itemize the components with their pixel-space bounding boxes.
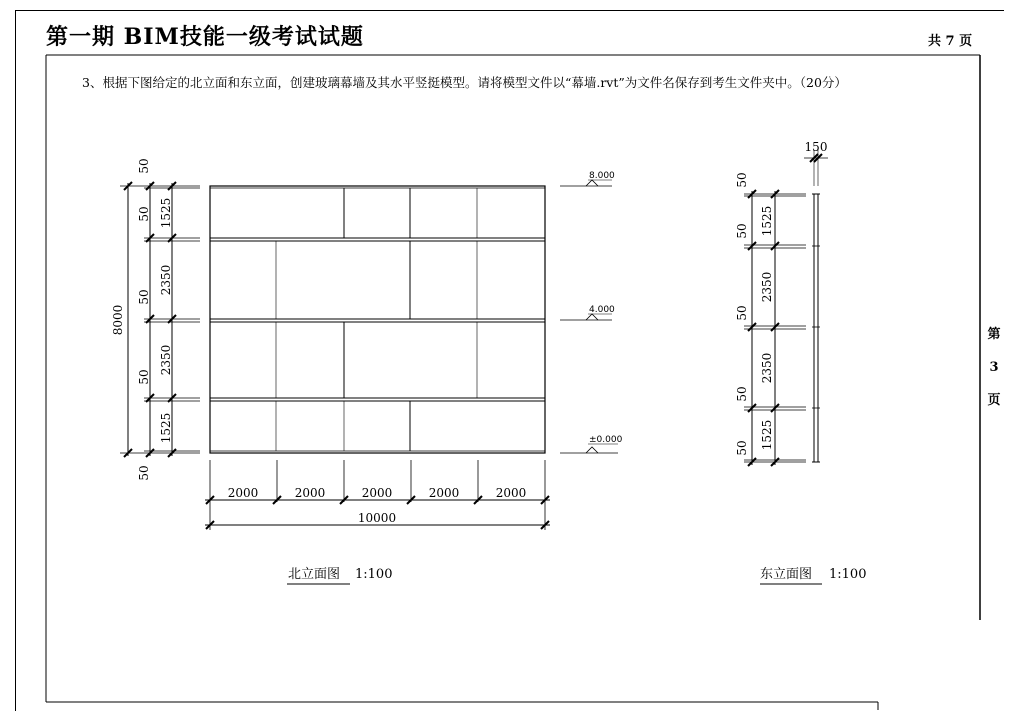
east-elevation-scale: 1:100	[829, 567, 867, 582]
level-triangle	[586, 447, 598, 453]
dim-label: 50	[735, 172, 749, 188]
level-label: 4.000	[589, 305, 615, 315]
dim-label: 2000	[227, 486, 259, 500]
side-page-char: 页	[987, 393, 1001, 408]
dim-label: 50	[735, 386, 749, 402]
dim-label: 2350	[760, 352, 774, 384]
dim-label: 1525	[760, 419, 774, 451]
side-page-char: 第	[987, 327, 1001, 342]
dim-label: 50	[137, 206, 151, 222]
level-label: ±0.000	[589, 435, 623, 445]
north-elevation-scale: 1:100	[355, 567, 393, 582]
level-label: 8.000	[589, 171, 615, 181]
dim-total-width: 10000	[357, 511, 397, 525]
dim-label: 2350	[159, 344, 173, 376]
east-elevation	[744, 150, 828, 584]
dim-label: 50	[735, 440, 749, 456]
dim-total-height: 8000	[111, 304, 125, 336]
east-elevation-caption: 东立面图	[760, 567, 813, 582]
dim-label: 2350	[159, 264, 173, 296]
dim-label: 50	[137, 289, 151, 305]
dim-label: 2000	[495, 486, 527, 500]
question-text: 3、根据下图给定的北立面和东立面，创建玻璃幕墙及其水平竖挺模型。请将模型文件以“幕墙.rvt”为文件名保存到考生文件夹中。（20分）	[82, 75, 847, 90]
side-page-char: 3	[989, 360, 999, 375]
dim-label: 2000	[428, 486, 460, 500]
dim-label: 50	[137, 158, 151, 174]
total-pages: 共 7 页	[928, 34, 973, 49]
north-elevation-caption: 北立面图	[288, 567, 341, 582]
dim-label: 1525	[159, 197, 173, 229]
dim-label: 50	[735, 223, 749, 239]
dim-label: 50	[137, 369, 151, 385]
dim-label: 2000	[294, 486, 326, 500]
dim-label: 50	[137, 465, 151, 481]
dim-label: 2000	[361, 486, 393, 500]
dim-label: 2350	[760, 271, 774, 303]
dim-thickness: 150	[804, 140, 828, 154]
dim-label: 50	[735, 305, 749, 321]
exam-title: 第一期 BIM技能一级考试试题	[46, 24, 364, 50]
dim-label: 1525	[159, 412, 173, 444]
dim-label: 1525	[760, 205, 774, 237]
